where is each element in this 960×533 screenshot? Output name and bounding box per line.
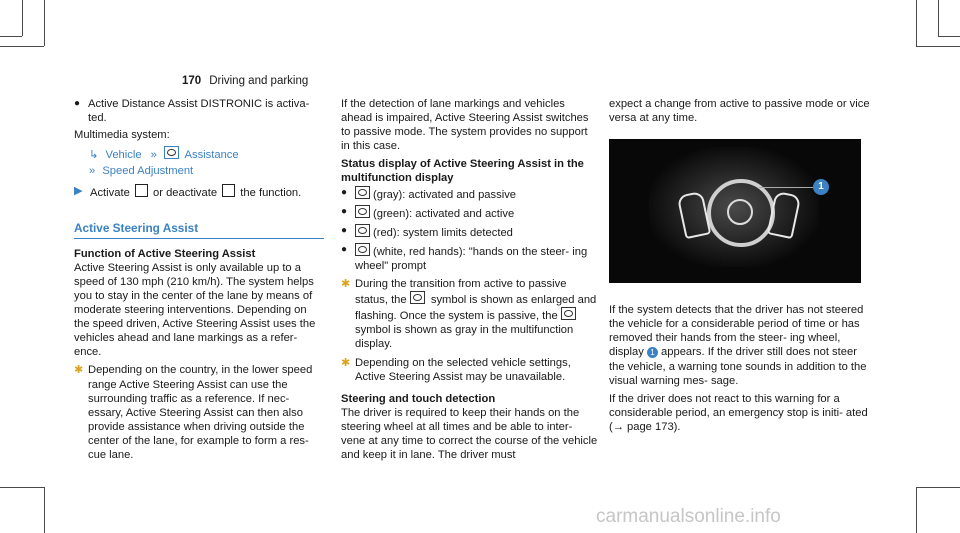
subheading: Function of Active Steering Assist	[74, 247, 256, 260]
steering-assist-icon	[355, 186, 370, 199]
path-arrow-icon: ↳	[89, 149, 99, 162]
note: ✱ Depending on the selected vehicle settings, Active Steering Assist may be unavailable.	[341, 356, 571, 383]
crop-mark	[0, 36, 22, 37]
page-header	[182, 75, 308, 87]
list-item: ● (white, red hands): "hands on the steer- ing wheel" prompt	[341, 243, 588, 272]
crop-mark	[916, 487, 960, 488]
double-chevron-icon: »	[89, 165, 96, 178]
dashboard-image	[609, 139, 861, 283]
crop-mark	[22, 0, 23, 36]
crop-mark	[916, 46, 960, 47]
crop-mark	[938, 36, 960, 37]
body-text: expect a change from active to passive mode or vice versa at any time.	[609, 98, 870, 125]
steering-assist-icon	[355, 243, 370, 256]
crop-mark	[916, 487, 917, 533]
steering-assist-icon	[410, 291, 425, 304]
path-vehicle: Vehicle	[105, 149, 142, 162]
double-chevron-icon: »	[150, 149, 157, 162]
subheading: Steering and touch detection	[341, 392, 496, 405]
multimedia-label: Multimedia system:	[74, 129, 170, 142]
crop-mark	[44, 487, 45, 533]
unchecked-box-icon	[222, 184, 235, 197]
menu-path-2	[74, 164, 324, 178]
page-number: 170	[182, 75, 202, 87]
crop-mark	[938, 0, 939, 36]
info-icon: ✱	[341, 278, 351, 291]
path-assistance: Assistance	[184, 149, 239, 162]
subheading: Status display of Active Steering Assist in the multifunction display	[341, 158, 584, 185]
crop-mark	[916, 0, 917, 46]
crop-mark	[0, 46, 44, 47]
info-icon: ✱	[74, 364, 84, 377]
steering-assist-icon	[355, 224, 370, 237]
section-heading: Active Steering Assist	[74, 221, 324, 239]
watermark: carmanualsonline.info	[596, 506, 781, 527]
step-arrow-icon: ▶	[74, 185, 83, 198]
crop-mark	[0, 487, 44, 488]
body-text: If the system detects that the driver has not steered the vehicle for a considerable period of time or has removed their hands from the steer- ing wheel, display 1 appears. If the driver still does not steer the vehicle, a warning tone sounds in addition to the visual warning mes- sage.	[609, 304, 867, 387]
callout-badge: 1	[647, 347, 658, 358]
column-2	[341, 97, 599, 466]
crop-mark	[44, 0, 45, 46]
list-item: ● (red): system limits detected	[341, 224, 513, 239]
car-icon	[164, 146, 179, 159]
body-text: The driver is required to keep their hands on the steering wheel at all times and be able to inter- vene at any time to correct the course of the vehicle and keep it in lane. The driver must	[341, 406, 598, 462]
list-item: ● Active Distance Assist DISTRONIC is activa- ted.	[74, 98, 310, 125]
column-1	[74, 97, 324, 466]
steering-assist-icon	[355, 205, 370, 218]
body-text: If the driver does not react to this warning for a considerable period, an emergency stop is initi- ated (→ page 173).	[609, 392, 868, 433]
instruction-step: ▶ Activate or deactivate the function.	[74, 185, 302, 200]
body-text: If the detection of lane markings and vehicles ahead is impaired, Active Steering Assist switches to passive mode. The system provides no support in this case.	[341, 98, 589, 153]
section-title: Driving and parking	[209, 75, 309, 87]
note: ✱ Depending on the country, in the lower speed range Active Steering Assist can use the surrounding traffic as a reference. If nec- essary, Active Steering Assist can then also provide assistance when driving outside the center of the lane, for example to form a res- cue lane.	[74, 364, 313, 461]
steering-assist-icon	[561, 307, 576, 320]
body-text: Active Steering Assist is only available up to a speed of 130 mph (210 km/h). The system helps you to stay in the center of the lane by means of moderate steering interventions. Depending on the speed driven, Active Steering Assist uses the vehicles ahead and lane markings as a refer- ence.	[74, 261, 316, 359]
column-3	[609, 97, 871, 438]
menu-path	[74, 146, 324, 162]
checked-box-icon	[135, 184, 148, 197]
callout-badge: 1	[813, 179, 829, 195]
list-item: ● (gray): activated and passive	[341, 186, 517, 201]
path-speed: Speed Adjustment	[102, 165, 194, 178]
info-icon: ✱	[341, 356, 351, 369]
list-item: ● (green): activated and active	[341, 205, 515, 220]
note: ✱ During the transition from active to passive status, the symbol is shown as enlarged and flashing. Once the system is passive, the symbol is shown as gray in the multifunction display.	[341, 278, 597, 351]
